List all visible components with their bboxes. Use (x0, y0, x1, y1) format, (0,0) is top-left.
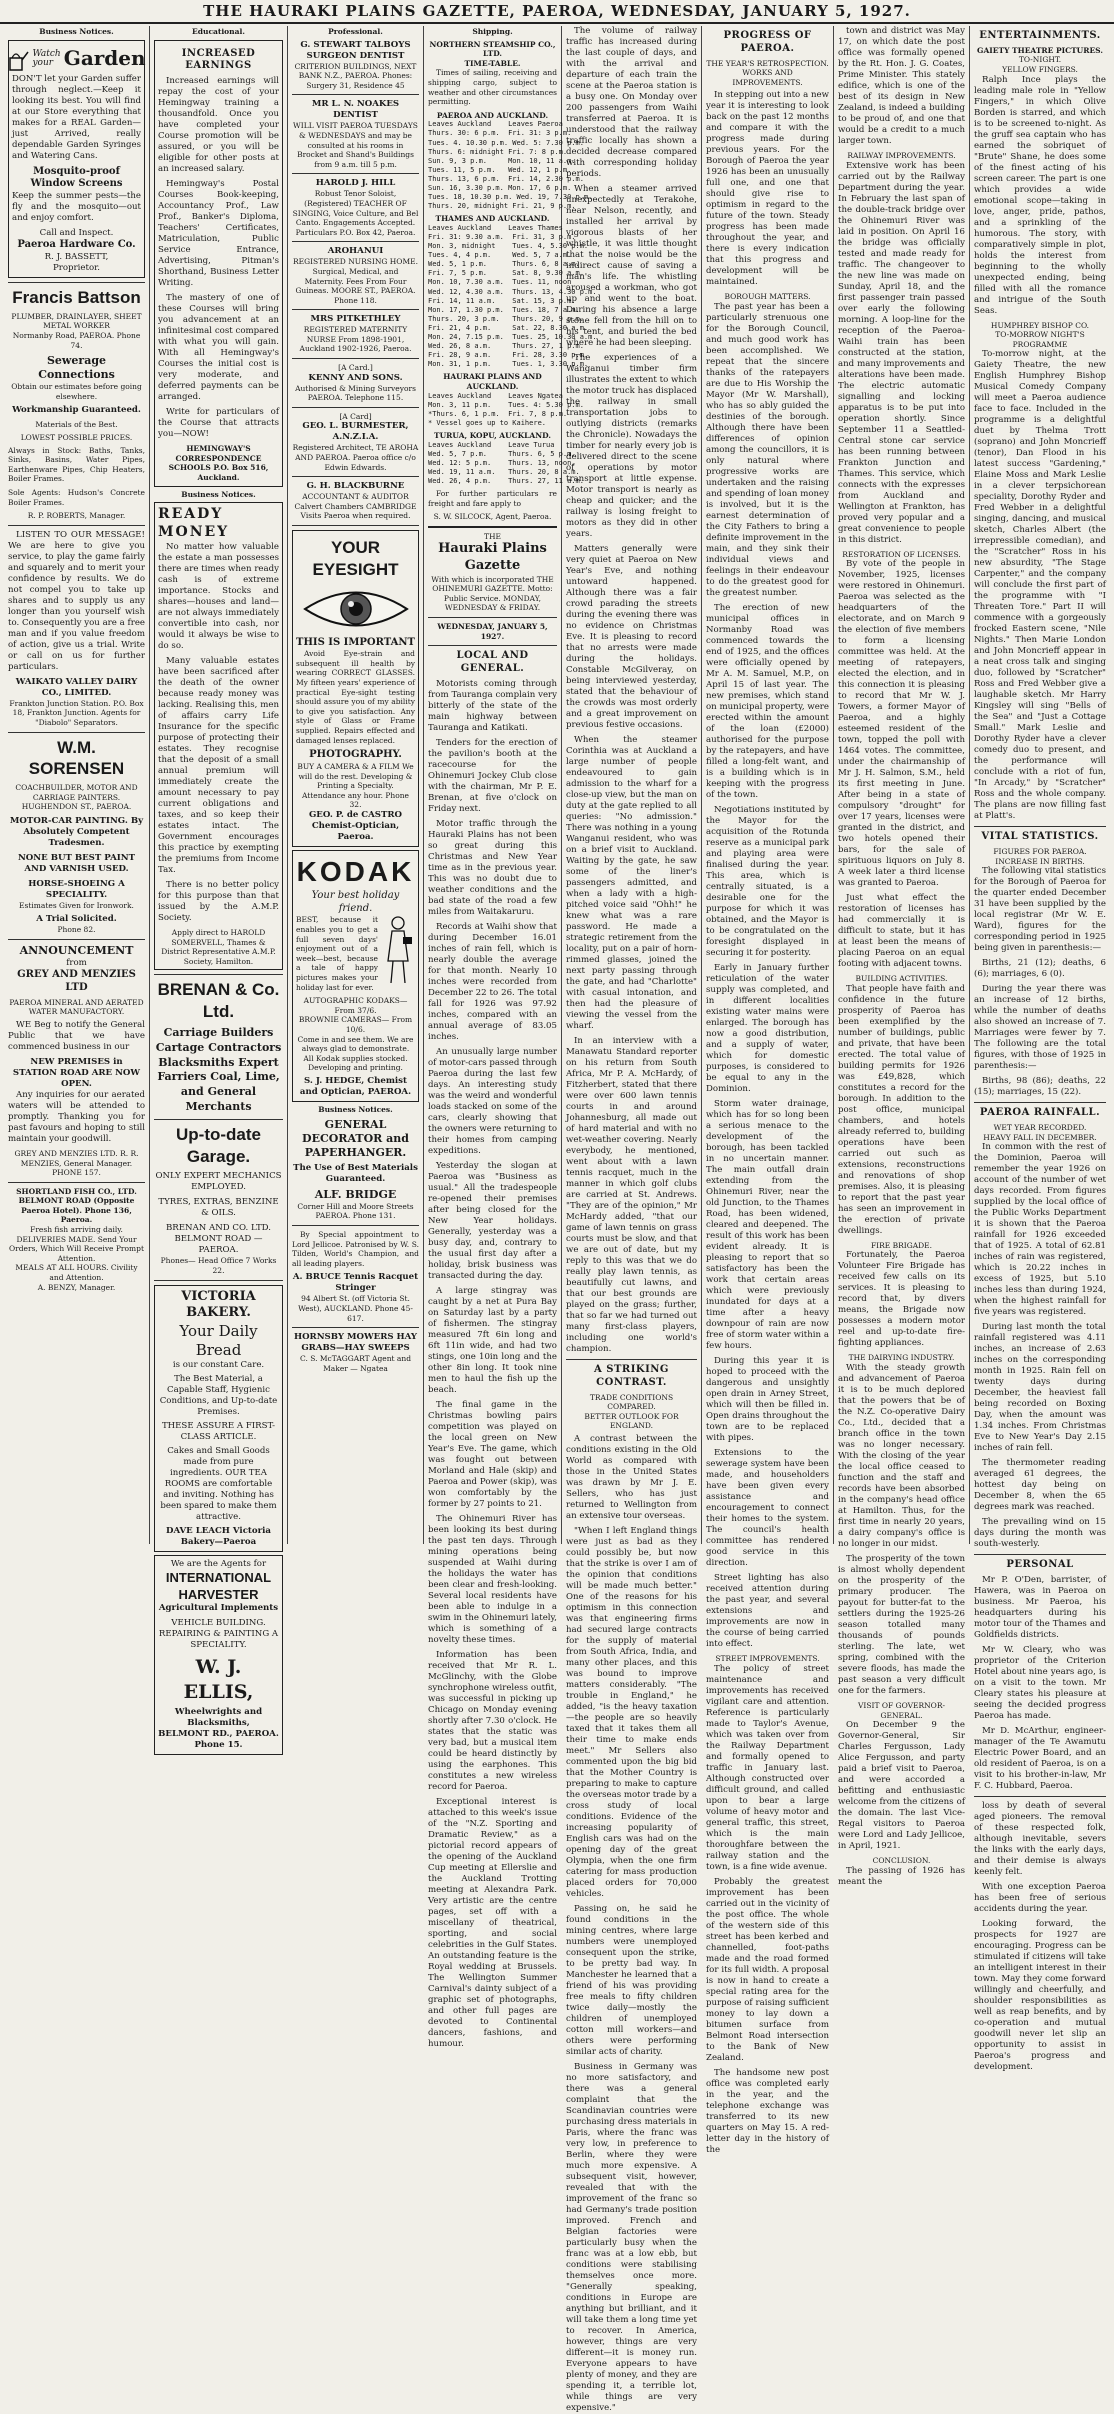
column-8 (970, 26, 1110, 2073)
eyesight-text: Avoid Eye-strain and subsequent ill health by wearing CORRECT GLASSES. My fifteen years' experience of practical Eye-sight testing should assure you of my ability to give you satisfaction. Any style of Glass or Frame supplied. Repairs effected and damaged lenses replaced. (296, 649, 415, 745)
c6-p2: The past year has been a particularly strenuous one for the Borough Council, and much good work has been accomplished. We repeat that the sincere thanks of the ratepayers are due to His Worship the Mayor (Mr W. Marshall), who has so ably guided the destinies of the borough. Although there have been differences of opinion among the councillors, it is only natural where progressive works are undertaken and the raising and spending of loan money is involved, but it is the earnest determination of the City Fathers to bring a definite improvement in the main, and they sink their individual views and feelings in their endeavour to do the greatest good for the greatest number. (706, 301, 829, 598)
gazette-incorporated: With which is incorporated THE OHINEMURI GAZETTE. Motto: Public Service. MONDAY, WEDNESDAY & FRIDAY. (431, 574, 554, 613)
c8-p15: With one exception Paeroa has been free of serious accidents during the year. (974, 1882, 1106, 1915)
phone-82: Phone 82. (57, 925, 96, 935)
ready-money-ad (154, 502, 283, 970)
section-heading: Business Notices. (39, 27, 114, 36)
vehicle-building: VEHICLE BUILDING. REPAIRING & PAINTING A SPECIALITY. (158, 1618, 279, 1651)
battson-trade: PLUMBER, DRAINLAYER, SHEET METAL WORKER (11, 311, 142, 331)
c7-p4: Just what effect the restoration of licenses has had commercially it is difficult to state, but it has at least been the means of placing Paeroa on an equal footing with adjacent towns. (838, 893, 965, 970)
c7-p2: Extensive work has been carried out by the Railway Department during the year. In February the last span of the double-track bridge over the Ohinemuri River was laid in position. On April 16 the bridge was officially tested and made ready for traffic. The changeover to the new line was made on Sunday, April 18, and the first passenger train passed over early the following morning. A loop-line for the reception of the Paeroa-Waihi train has been constructed at the station, and many improvements and alterations have been made. The electric automatic signalling and locking apparatus is to be put into operation shortly. Since September 11 a Seattled-Central stone car service has been running between Frankton Junction and Thames. This service, which connects with the expresses from Auckland and Wellington at Frankton, has proved very popular and a great convenience to people in this district. (838, 160, 965, 545)
contrast-sub2: BETTER OUTLOOK FOR ENGLAND. (584, 1411, 679, 1431)
photography: PHOTOGRAPHY. (309, 749, 402, 761)
local-p11: Exceptional interest is attached to this week's issue of the "N.Z. Sporting and Dramatic Review," as a pictorial record appears of the opening of the Auckland Cup meeting at Ellerslie and the Auckland Trotting meeting at Alexandra Park. Very artistic are the centre pages, set off with a miscellany of theatrical, sporting, and social celebrities in the Gulf States. An outstanding feature is the Royal wedding at Brussels. The Wellington Summer Carnival's dainty subject of a graphic set of photographs, and other full pages are devoted to Continental dancers, fashions, and humour. (428, 1796, 557, 2049)
garden-word: Garden (63, 45, 146, 70)
sole-agents: Sole Agents: Hudson's Concrete Boiler Frames. (8, 488, 145, 507)
victoria-sign: DAVE LEACH Victoria Bakery—Paeroa (166, 1526, 271, 1548)
sorensen-name: W.M. SORENSEN (28, 737, 125, 779)
hemingway-p2: Hemingway's Postal Courses Book-keeping, Accountancy Prof., Law Prof., Banker's Diploma, Teachers' Certificates, Matriculation, Public Service Entrance, Advertising, Pitman's Shorthand, Business Letter Writing. (158, 179, 279, 289)
hemingway-sign: HEMINGWAY'S CORRESPONDENCE SCHOOLS P.O. Box 516, Auckland. (168, 444, 269, 482)
burmester-text: Registered Architect, TE AROHA AND PAEROA. Paeroa office c/o Edwin Edwards. (292, 443, 419, 472)
announcement-from: from (66, 958, 87, 969)
progress-title: PROGRESS OF PAEROA. (723, 30, 812, 54)
pitkethley-name: MRS PITKETHLEY (310, 314, 401, 325)
blackburne-name: G. H. BLACKBURNE (306, 481, 405, 492)
pitkethley-text: REGISTERED MATERNITY NURSE From 1898-1901, Auckland 1902-1926, Paeroa. (299, 325, 412, 354)
fish-text: Fresh fish arriving daily. DELIVERIES MADE. Send Your Orders, Which Will Receive Prompt Attention. (9, 1225, 144, 1263)
c6-p1: In stepping out into a new year it is interesting to look back on the past 12 months and compare it with the progress made during previous years. For the Borough of Paeroa the year 1926 has been an unusually full one, and one that should give rise to optimism in regard to the future of the town. Steady progress has been made throughout the year, and there is every indication that this progress and development will be maintained. (706, 90, 829, 288)
local-p10: Information has been received that Mr R. L. McGlinchy, with the Globe synchrophone wireless outfit, was successful in picking up Chicago on Monday evening shortly after 7.30 o'clock. He states that the static was very bad, but a musical item could be heard distinctly by using the earphones. This constitutes a new wireless record for Paeroa. (428, 1649, 557, 1792)
timetable-title: TIME-TABLE. (464, 58, 521, 68)
best-paint: NONE BUT BEST PAINT AND VARNISH USED. (17, 852, 136, 874)
vital-statistics-title: VITAL STATISTICS. (981, 831, 1099, 843)
gaiety-title: GAIETY THEATRE PICTURES. (977, 45, 1103, 55)
ellis-name: W. J. ELLIS, (183, 1656, 254, 1703)
victoria-assure: THESE ASSURE A FIRST-CLASS ARTICLE. (161, 1421, 276, 1443)
paeroa-auckland-rows: Thurs. 30: 6 p.m. Fri. 31: 3 p.m. Tues. 4. 10.30 p.m. Wed. 5: 7.30 p.m. Thurs. 6: midnight Fri. 7: 8 p.m. Sun. 9, 3 p.m. Mon. 10, 11 a.m. Tues. 11, 5 p.m. Wed. 12, 1 p.m. Thurs. 13, 6 p.m. Fri. 14, 2.30 p.m. Sun. 16, 3.30 p.m. Mon. 17, 6 p.m. Tues. 18, 10.30 p.m. Wed. 19, 7.30 p.m. Thurs. 20, midnight Fri. 21, 9 p.m. (428, 129, 593, 211)
contrast-p2: "When I left England things were just as bad as they could possibly be, but now that the strike is over I am of the opinion that conditions will be made much better." One of the reasons for his optimism in this connection was that engineering firms had secured large contracts for the supply of material from South Africa, India, and many other places, and this was bound to improve matters considerably. "The trouble in England," he added, "is the heavy taxation—the people are so heavily taxed that it takes them all their time to make ends meet." Mr Sellers also commented upon the big bid that the Mother Country is preparing to make to capture the overseas motor trade by a cross study of local conditions. Evidence of the increasing popularity of English cars was had on the opening day of the great Olympia, when the one firm catering for mass production placed orders for 70,000 vehicles. (566, 1525, 697, 1899)
ellis-address: BELMONT RD., PAEROA. Phone 15. (158, 1729, 279, 1751)
mosquito-text: Keep the summer pests—the fly and the mosquito—out and enjoy comfort. (12, 191, 141, 224)
section-heading: Business Notices. (181, 489, 256, 499)
c8-p5: During the year there was an increase of 12 births, while the number of deaths also showed an increase of 7. Marriages were fewer by 7. The following are the total figures, with those of 1925 in parenthesis:— (974, 984, 1106, 1072)
garage-title: Up-to-date Garage. (176, 1124, 261, 1166)
progress-sub2: WORKS AND IMPROVEMENTS. (732, 68, 803, 87)
hemingway-title: INCREASED EARNINGS (181, 47, 256, 72)
c6-p12: The handsome new post office was completed early in the year, and the telephone exchange was transferred to its new quarters on May 15. A red-letter day in the history of the (706, 2067, 829, 2155)
yellow-fingers: YELLOW FINGERS. (1002, 64, 1078, 74)
c6-p11: Probably the greatest improvement has been carried out in the vicinity of the post office. The whole of the western side of this street has been kerbed and channelled, foot-paths made and the road formed for its full width. A proposal is now in hand to create a special rating area for the purpose of raising sufficient money to lay down a bitumen surface from Belmont Road intersection to the Bank of New Zealand. (706, 1876, 829, 2063)
c5-p1: The volume of railway traffic has increased during the last couple of days, and with the arrival and departure of each train the scene at the Paeroa station is a busy one. On Monday over 200 passengers from Waihi transferred at Paeroa. It is understood that the railway traffic locally has shown a decided decrease compared with corresponding holiday periods. (566, 26, 697, 179)
hauraki-auckland-cols: Leaves Auckland Leaves Ngatea (428, 391, 563, 400)
column-6 (702, 26, 834, 2155)
bruce-address: 94 Albert St. (off Victoria St. West), AUCKLAND. Phone 45-617. (298, 1294, 413, 1323)
c7-p7: With the steady growth and advancement of Paeroa it is to be much deplored that the powers that be of the N.Z. Co-operative Dairy Co., Ltd., decided that a branch office in the town was no longer necessary. With the closing of the year the local office ceased to function and the staff and records have been absorbed in the company's head office at Hamilton. Thus, for the first time in nearly 20 years, a dairy company's office is no longer in our midst. (838, 1362, 965, 1549)
daily-bread: Your Daily Bread (179, 1321, 258, 1360)
brenan-name: BRENAN & Co. Ltd. (157, 980, 280, 1022)
eyesight-ad (292, 530, 419, 847)
hauraki-auckland-rows: Mon. 3, 11 p.m. Tues. 4: 5.30 p.m. *Thurs. 6, 1 p.m. Fri. 7, 8 p.m. * Vessel goes up to Kaihere. (428, 400, 584, 427)
materials: Materials of the Best. (35, 420, 118, 430)
bruce-text: By Special appointment to Lord Jellicoe. Patronised by W. S. Tilden, World's Champion, and all leading players. (292, 1230, 419, 1268)
announcement-phone: PHONE 157. (52, 1168, 101, 1178)
tonight: TO-NIGHT. (1018, 55, 1062, 65)
battson-name: Francis Battson (12, 287, 141, 307)
c8-p7: In common with the rest of the Dominion, Paeroa will remember the year 1926 on account of the number of wet days recorded. From figures supplied by the local office of the Public Works Department it is shown that the Paeroa rainfall for 1926 exceeded that of 1925. A total of 62.81 inches of rain was registered, which is 20.22 inches in excess of 1925, but 5.10 inches less than during 1924, when the highest rainfall for five years was registered. (974, 1142, 1106, 1318)
harvester-name: INTERNATIONAL HARVESTER (165, 1570, 272, 1602)
further-particulars: For further particulars re freight and fare apply to (428, 489, 557, 508)
listen-text: LISTEN TO OUR MESSAGE! We are here to give you service, to play the game fairly and squarely and to merit your confidence by results. We do not compel you to take up shares and to supply us any longer than you yourself wish to. Consequently you are a free man and if you value freedom of action, give us a trial. Write or call on us for further particulars. (8, 529, 145, 672)
progress-sub1: THE YEAR'S RETROSPECTION. (706, 58, 829, 68)
local-p8: The final game in the Christmas bowling pairs competition was played on the local green on New Year's Eve. The game, which was fought out between Morland and Hale (skip) and Paeroa and Power (skip), was won comfortably by the former by 27 points to 21. (428, 1399, 557, 1509)
c6-p8: Extensions to the sewerage system have been made, and householders have been given every assistance and encouragement to connect their homes to the system. The council's health committee has rendered good service in this direction. (706, 1447, 829, 1568)
contrast-title: A STRIKING CONTRAST. (594, 1364, 669, 1388)
local-p7: A large stingray was caught by a net at Pura Bay on Saturday last by a party of fishermen. The stingray measured 7ft 6in long and 6ft 11in wide, and had two stings, one 10in long and the other 8in long. It took nine men to haul the fish up the beach. (428, 1285, 557, 1395)
ready-money-p1: No matter how valuable the estate a man possesses there are times when ready cash is of extreme importance. Stocks and shares—houses and land—are not always immediately convertible into cash, nor would it always be wise to do so. (158, 541, 279, 651)
column-4 (424, 26, 597, 2049)
c5-p4: Matters generally were very quiet at Paeroa on New Year's Eve, and nothing untoward happened. Although there was a fair crowd parading the streets during the evening there was no evidence on Christmas Eve. It is pleasing to record that no arrests were made during the holidays. Constable McGilveray, on being interviewed yesterday, stated that the behaviour of the crowds was most orderly and a great improvement on previous festive occasions. (566, 544, 697, 730)
section-heading: Business Notices. (318, 1104, 393, 1114)
talboys-address: CRITERION BUILDINGS, NEXT BANK N.Z., PAEROA. Phones: Surgery 31, Residence 45 (294, 61, 417, 90)
c7-p8: The prosperity of the town is almost wholly dependent on the prosperity of the primary producer. The payout for butter-fat to the settlers during the 1925-26 season totalled many thousands of pounds sterling. The late, wet spring, combined with the severe floods, has made the past season a very difficult one for the farmers. (838, 1553, 965, 1696)
announcement-firm: GREY AND MENZIES LTD (17, 969, 136, 993)
rainfall-title: PAEROA RAINFALL. (979, 1107, 1101, 1119)
hauraki-auckland-head: HAURAKI PLAINS AND AUCKLAND. (443, 372, 542, 391)
c7-p3: By vote of the people in November, 1925, licenses were restored in Ohinemuri. Paeroa was selected as the headquarters of the electorate, and on March 9 the election of five members to form a licensing committee was held. At the meeting of ratepayers, elected the election, and in this connection it is pleasing to record that Mr W. J. Towers, a former Mayor of Paeroa, and a highly esteemed resident of the town, topped the poll with 1464 votes. The committee, under the chairmanship of Mr J. H. Salmon, S.M., held its first meeting in June. After being in a state of compulsory "drought" for over 17 years, licenses were granted in the district, and two hotels opened their bars, for the sale of spirituous liquors on July 8. A week later a third license was granted to Paeroa. (838, 559, 965, 889)
figures-paeroa: FIGURES FOR PAEROA. (993, 847, 1087, 857)
ellis-trade: Wheelwrights and Blacksmiths, (174, 1707, 263, 1729)
motor-painting: MOTOR-CAR PAINTING. By Absolutely Competent Tradesmen. (9, 815, 144, 848)
ready-money-title: READY MONEY (158, 506, 230, 541)
tomorrow-programme: TO-MORROW NIGHT'S PROGRAMME (995, 330, 1085, 349)
benzy: A. BENZY, Manager. (37, 1282, 116, 1292)
c6-p5: Early in January further reticulation of the water supply was completed, and in different localities existing water mains were enlarged. The borough has now a good distribution, and a supply of water, which for domestic purposes, is considered to be equal to any in the Dominion. (706, 962, 829, 1094)
victoria-best: The Best Material, a Capable Staff, Hygienic Conditions, and Up-to-date Premises. (159, 1374, 278, 1418)
eye-icon (301, 584, 411, 634)
column-5 (562, 26, 702, 2413)
c8-p16: Looking forward, the prospects for 1927 are encouraging. Progress can be stimulated if citizens will take an intelligent interest in their town. May they come forward willingly and cheerfully, and shoulder responsibilities as well as reap benefits, and by co-operation and mutual goodwill never let slip an opportunity to assist in Paeroa's progress and development. (974, 1919, 1106, 2073)
hill-text: Robust Tenor Soloist, (Registered) TEACHER OF SINGING, Voice Culture, and Bel Canto. Engagements Accepted. Particulars P.O. Box 42, Paeroa. (292, 189, 419, 237)
ready-money-p2: Many valuable estates have been sacrificed after the death of the owner because ready money was lacking. Realising this, men of affairs carry Life Insurance for the specific purpose of protecting their estates. They recognise that the deposit of a small annual premium will immediately create the amount necessary to pay current obligations and taxes, and so keep their estates intact. The Government encourages this practice by exempting the premiums from Income Tax. (158, 655, 279, 875)
sewerage-text: Obtain our estimates before going elsewhere. (11, 382, 142, 401)
c8-p12: Mr W. Cleary, who was proprietor of the Criterion Hotel about nine years ago, is on a visit to the town. Mr Cleary states his pleasure at seeing the decided progress Paeroa has made. (974, 1645, 1106, 1722)
c8-p11: Mr P. O'Den, barrister, of Hawera, was in Paeroa on business. Mr Paeroa, his headquarters during his motor tour of the Thames and Goldfields districts. (974, 1575, 1106, 1641)
the-label: THE (483, 531, 502, 541)
c6-p6: Storm water drainage, which has for so long been a serious menace to the development of the borough, has been tackled in no uncertain manner. The main outfall drain extending from the Ohinemuri River, near the old Junction, to the Thames Road, has been widened, cleared and deepened. The result of this work has been evident already. It is pleasing to report that so satisfactory has been the work that certain areas which were previously inundated for days at a time after a heavy downpour of rain are now free of storm water within a few hours. (706, 1098, 829, 1351)
masthead: THE HAURAKI PLAINS GAZETTE, PAEROA, WEDNESDAY, JANUARY 5, 1927. (0, 0, 1114, 24)
hemingway-p4: Write for particulars of the Course that attracts you—NOW! (158, 407, 279, 440)
issue-date: WEDNESDAY, JANUARY 5, 1927. (437, 622, 548, 641)
c6-p9: Street lighting has also received attention during the past year, and several extensions and improvements are now in the course of being carried into effect. (706, 1572, 829, 1649)
turua-cols: Leaves Auckland Leave Turua (428, 440, 555, 449)
harvester-implements: Agricultural Implements (158, 1603, 279, 1614)
garden-text: DON'T let your Garden suffer through neglect.—Keep it looking its best. You will find at our Store everything that makes for a REAL Garden—just Arrived, really dependable Garden Syringes and Watering Cans. (12, 73, 141, 161)
governor-visit: VISIT OF GOVERNOR-GENERAL. (857, 1700, 946, 1720)
card-label: [A Card.] (338, 363, 373, 373)
hardware-name: Paeroa Hardware Co. (17, 239, 136, 251)
announcement-mfr: PAEROA MINERAL AND AERATED WATER MANUFACTORY. (9, 997, 144, 1017)
hedge-name: S. J. HEDGE, Chemist and Optician, PAEROA. (299, 1075, 412, 1097)
turua-head: TURUA, KOPU, AUCKLAND. (434, 430, 551, 440)
trial: A Trial Solicited. (36, 914, 117, 925)
noakes-text: WILL VISIT PAEROA TUESDAYS & WEDNESDAYS and may be consulted at his rooms in Brocket and Shand's Buildings from 9 a.m. till 5 p.m. (293, 121, 418, 169)
brenan-only: ONLY EXPERT MECHANICS EMPLOYED. (155, 1171, 282, 1193)
steamship-name: NORTHERN STEAMSHIP CO., LTD. (429, 39, 556, 59)
c8-p9: The thermometer reading averaged 61 degrees, the hottest day being on December 8, when the 65 degrees mark was reached. (974, 1458, 1106, 1513)
c8-p1: Ralph Ince plays the leading male role in "Yellow Fingers," in which Olive Borden is starred, and which is to be screened to-night. As the gruff sea captain who has earned the sobriquet of "Brute" Shane, he does some of the finest acting of his screen career. The part is one which provides a wide emotional scope—taking in love, anger, pride, pathos, and a sprinkling of the humorous. The story, with comparatively simple in plot, holds the interest from beginning to the wholly unexpected ending, being filled with all the romance and intrigue of the South Seas. (974, 74, 1106, 316)
column-1 (4, 26, 150, 1544)
c8-p14: loss by death of several aged pioneers. The removal of these respected folk, although inevitable, severs the links with the early days, and their demise is always keenly felt. (974, 1801, 1106, 1878)
waikato-name: WAIKATO VALLEY DAIRY CO., LIMITED. (15, 676, 138, 698)
thames-auckland-rows: Fri. 31: 9.30 a.m. Fri. 31, 3 p.m. Mon. 3, midnight Tues. 4, 5.30 p.m. Tues. 4, 4 p.m. Wed. 5, 7 a.m. Wed. 5, 1 p.m. Thurs. 6, 8 a.m. Fri. 7, 5 p.m. Sat. 8, 9.30 a.m. Mon. 10, 7.30 a.m. Tues. 11, noon Wed. 12, 4.30 a.m. Thurs. 13, 4.30 p.m. Fri. 14, 11 a.m. Sat. 15, 3 p.m. Mon. 17, 1.30 p.m. Tues. 18, 7 a.m. Thurs. 20, 3 p.m. Thurs. 20, 9 p.m. Fri. 21, 4 p.m. Sat. 22, 8.30 a.m. Mon. 24, 7.15 p.m. Tues. 25, 10.30 a.m. Wed. 26, 8 a.m. Thurs. 27, 1 p.m. Fri. 28, 9 a.m. Fri. 28, 3.30 p.m. Mon. 31, 1 p.m. Tues. 1, 3.30 p.m. (428, 232, 597, 369)
paeroa-auckland-cols: Leaves Auckland Leaves Paeroa (428, 120, 563, 129)
kodak-logo: KODAK (296, 856, 415, 887)
brenan-tyres: TYRES, EXTRAS, BENZINE & OILS. (158, 1197, 279, 1219)
local-p9: The Ohinemuri River has been looking its best during the past ten days. Through mining operations being suspended at Waihi during the holidays the water has been clear and fresh-looking. Several local residents have been able to indulge in a swim in the Ohinemuri lately, which is something of a novelty these times. (428, 1513, 557, 1645)
column-7 (834, 26, 970, 1887)
paeroa-auckland-head: PAEROA AND AUCKLAND. (436, 110, 549, 120)
entertainments-title: ENTERTAINMENTS. (979, 30, 1101, 41)
announcement-text: WE Beg to notify the General Public that we have commenced business in our (8, 1019, 145, 1052)
castro-name: GEO. P. de CASTRO Chemist-Optician, Paeroa. (308, 810, 403, 842)
watering-can-icon (7, 44, 29, 74)
personal-title: PERSONAL (1006, 1559, 1074, 1571)
c8-p3: The following vital statistics for the Borough of Paeroa for the quarter ended December 31 have been supplied by the local registrar (Mr W. E. Ward), figures for the corresponding period in 1925 being given in parenthesis:— (974, 866, 1106, 954)
dairying-industry: THE DAIRYING INDUSTRY. (848, 1353, 955, 1363)
hardware-person: R. J. BASSETT, (44, 251, 109, 262)
section-heading: Shipping. (472, 27, 513, 36)
kodak-text: BEST, because it enables you to get a full seven days' enjoyment out of a week—best, because a tale of happy pictures makes your holiday last for ever. (296, 915, 378, 992)
estimates: Estimates Given for Ironwork. (19, 900, 134, 910)
kodak-autographic: AUTOGRAPHIC KODAKS— From 37/6. (303, 996, 408, 1015)
lowest-prices: LOWEST POSSIBLE PRICES. (20, 433, 133, 443)
c5-p3: The experiences of a Wanganui timber firm illustrates the extent to which the motor truck has displaced the railway in small transportation jobs to outlying districts (remarks the Chronicle). Nowadays the timber for nearly every job is delivered direct to the scene of operations by motor transport at little expense. Motor transport is nearly as cheap and quicker; and the railway is losing freight to motors as they did in other years. (566, 353, 697, 539)
battson-address: Normanby Road, PAEROA. Phone 74. (12, 330, 141, 350)
fire-brigade: FIRE BRIGADE. (870, 1240, 933, 1250)
fish-name: SHORTLAND FISH CO., LTD. BELMONT ROAD (Opposite Paeroa Hotel). Phone 136, Paeroa. (16, 1186, 137, 1225)
contrast-sub: TRADE CONDITIONS COMPARED. (589, 1392, 674, 1412)
restoration-licenses: RESTORATION OF LICENSES. (842, 549, 961, 559)
victoria-title: VICTORIA BAKERY. (181, 1288, 256, 1321)
arohanui-text: REGISTERED NURSING HOME. Surgical, Medical, and Maternity. Fees From Four Guineas. MOORE ST., PAEROA. Phone 118. (292, 257, 418, 305)
wet-year: WET YEAR RECORDED. (993, 1123, 1087, 1133)
conclusion: CONCLUSION. (872, 1856, 931, 1866)
announcement-more: Any inquiries for our aerated waters will be attended to promptly. Thanking you for past favours and hoping to still maintain your goodwill. (8, 1089, 145, 1144)
sorensen-trade: COACHBUILDER, MOTOR AND CARRIAGE PAINTERS. HUGHENDON ST., PAEROA. (15, 783, 138, 812)
thames-auckland-head: THAMES AND AUCKLAND. (435, 214, 550, 224)
decorator-title: GENERAL DECORATOR and PAPERHANGER. (302, 1117, 409, 1159)
mctaggart: C. S. McTAGGART Agent and Maker — Ngatea (299, 1354, 412, 1373)
important: THIS IS IMPORTANT (296, 636, 415, 648)
c7-p1: town and district was May 17, on which date the post office was formally opened by the Rt. Hon. J. G. Coates, Prime Minister. This stately edifice, which is one of the best of its design in New Zealand, is indeed a building to be proud of, and one that would be a credit to a much larger town. (838, 26, 965, 146)
kodak-come: Come in and see them. We are always glad to demonstrate. All Kodak supplies stocked. Developing and printing. (297, 1034, 414, 1073)
bridge-address: Corner Hill and Moore Streets PAEROA. Phone 131. (297, 1201, 414, 1221)
increase-births: INCREASE IN BIRTHS. (995, 856, 1085, 866)
local-p4: Records at Waihi show that during December 16.01 inches of rain fell, which is nearly double the average for that month. Nearly 10 inches were recorded from December 22 to 26. The total fall for 1926 was 97.92 inches, compared with an annual average of 83.05 inches. (428, 921, 557, 1042)
eyesight-title: YOUR EYESIGHT (312, 538, 399, 579)
stock-list: Always in Stock: Baths, Tanks, Sinks, Basins, Water Pipes, Earthenware Pipes, Chip Heaters, Boiler Frames. (8, 445, 145, 484)
c8-p8: During last month the total rainfall registered was 4.11 inches, an increase of 2.63 inches on the corresponding month in 1925. Rain fell on twenty days during December, the heaviest fall being recorded on Boxing Day, when the amount was 1.34 inches. From Christmas Eve to New Year's Day 2.15 inches of rain fell. (974, 1322, 1106, 1454)
timetable-note: Times of sailing, receiving and shipping cargo, subject to weather and other circumstances permitting. (428, 68, 557, 107)
c6-p3: The erection of new municipal offices in Normanby Road was commenced towards the end of 1925, and the offices were officially opened by Mr A. M. Samuel, M.P., on April 15 of last year. The new premises, which stand on municipal property, were erected within the amount of the loan (£2000) authorised for the purpose by the ratepayers, and have filled a long-felt want, and is a building which is in keeping with the progress of the town. (706, 602, 829, 800)
victoria-cakes: Cakes and Small Goods made from pure ingredients. OUR TEA ROOMS are comfortable and inviting. Nothing has been spared to make them attractive. (160, 1446, 277, 1523)
ready-money-p3: There is no better policy for this purpose than that issued by the A.M.P. Society. (158, 879, 279, 923)
c6-p4: Negotiations instituted by the Mayor for the acquisition of the Rotunda reserve as a municipal park and playing area were finalised during the year. This area, which is centrally situated, is a desirable one for the purpose for which it was obtained, and the Mayor is to be congratulated on the foresight displayed in securing it for posterity. (706, 804, 829, 958)
hemingway-p3: The mastery of one of these Courses will bring you advancement at an infinitesimal cost compared with what you will gain. With all Hemingway's Courses the initial cost is very moderate, and deferred payments can be arranged. (158, 293, 279, 403)
harvester-agents: We are the Agents for (170, 1559, 267, 1570)
bruce-name: A. BRUCE Tennis Racquet Stringer (292, 1272, 419, 1294)
section-heading: Educational. (192, 27, 245, 36)
c8-p10: The prevailing wind on 15 days during the month was south-westerly. (974, 1517, 1106, 1550)
humphrey-bishop: HUMPHREY BISHOP CO. (990, 320, 1090, 330)
sewerage-title: Sewerage Connections (38, 354, 115, 382)
kodak-slogan: Your best holiday friend. (311, 889, 400, 914)
hemingway-p1: Increased earnings will repay the cost of your Hemingway training a thousandfold. Once you have completed your Course promotion will be assured, or you will be eligible for other posts at an increased salary. (158, 76, 279, 175)
hornsby: HORNSBY MOWERS HAY GRABS—HAY SWEEPS (293, 1332, 418, 1354)
blackburne-text: ACCOUNTANT & AUDITOR Calvert Chambers CAMBRIDGE Visits Paeroa when required. (294, 492, 417, 521)
announcement-sign: GREY AND MENZIES LTD. R. R. MENZIES, General Manager. (14, 1148, 139, 1168)
photography-text: BUY A CAMERA & A FILM We will do the rest. Developing & Printing a Specialty. Attendance any hour. Phone 32. (297, 762, 414, 810)
silcock: S. W. SILCOCK, Agent, Paeroa. (433, 512, 552, 522)
newspaper-page (4, 26, 1110, 2413)
section-heading: Professional. (328, 27, 383, 36)
horse-shoeing: HORSE-SHOEING A SPECIALITY. (28, 878, 125, 900)
kenny-name: KENNY AND SONS. (308, 372, 403, 383)
gazette-title: Hauraki Plains Gazette (438, 541, 547, 573)
turua-rows: Wed. 5, 7 p.m. Thurs. 6, 5 p.m. Wed. 12: 5 p.m. Thurs. 13, noon. Wed. 19, 11 a.m. Thurs. 20, 8 a.m. Wed. 26, 4 p.m. Thurs. 27, 11 a.m. (428, 449, 584, 485)
c8-p6: Births, 98 (86); deaths, 22 (15); marriages, 15 (22). (974, 1076, 1106, 1098)
local-p2: Tenders for the erection of the pavilion's booth at the racecourse for the Ohinemuri Jockey Club close with the chairman, Mr P. E. Brenan, at five o'clock on Friday next. (428, 737, 557, 814)
brenan-phone: Phones— Head Office 7 Works 22. (160, 1256, 277, 1275)
column-2 (150, 26, 288, 1751)
hardware-role: Proprietor. (52, 262, 101, 273)
bridge-name: ALF. BRIDGE (314, 1187, 397, 1201)
your-word: your (32, 57, 54, 68)
arohanui-name: AROHANUI (327, 246, 384, 257)
c7-p10: The passing of 1926 has meant the (838, 1865, 965, 1887)
contrast-p3: Passing on, he said he found conditions in the mining centres, where large numbers were unemployed consequent upon the strike, to be pretty bad way. In Manchester he learned that a friend of his was providing free meals to fifty children twice daily—mostly the children of unemployed cotton mill workers—and others were performing similar acts of charity. (566, 1903, 697, 2057)
c8-p2: To-morrow night, at the Gaiety Theatre, the new English Humphrey Bishop Musical Comedy Company will meet a Paeroa audience face to face. Included in the programme is a delightful duet by Thelma Trott (soprano) and John Moncrieff (tenor), Dan Flood in his latest success "Gardening," Elaine Moss and Mark Leslie in a clever terpsichorean speciality, Dorothy Ryder and Fred Webber in a delightful singing, dancing, and musical sketch, Charles Albert (the irrepressible comedian), and the "Scratcher" Ross in his new absurdity, "The Stage Carpenter," and the company will conclude the first part of the programme with "I Threaten Tore." Part II will commence with a gorgeously frocked Eastern scene, "Nile Nights." Then Marie London and John Moncrieff appear in a neat cross talk and singing duo, followed by "Scratcher" Ross and Fred Webber give a laughable sketch. Mr Harry Kingsley will sing "Bells of the Sea" and "Just a Cottage Small." Mark Leslie and Dorothy Ryder have a clever comedy duo to present, and the performance will conclude with a riot of fun, "In Arcady," by "Scratcher" Ross and the whole company. The plans are now filling fast at Platt's. (974, 349, 1106, 822)
ready-money-apply: Apply direct to HAROLD SOMERVELL, Thames & District Representative A.M.P. Society, Hamilton. (161, 927, 276, 966)
roberts: R. P. ROBERTS, Manager. (27, 511, 126, 521)
c8-p13: Mr D. McArthur, engineer-manager of the Te Awamutu Electric Power Board, and an old resident of Paeroa, is on a visit to his brother-in-law, Mr F. C. Hubbard, Paeroa. (974, 1726, 1106, 1792)
hill-name: HAROLD J. HILL (315, 178, 396, 189)
local-p5: An unusually large number of motor-cars passed through Paeroa during the last few days. An interesting study was the weird and wonderful loads stacked on some of the cars, clearly showing that the owners were returning to their homes from camping expeditions. (428, 1046, 557, 1156)
local-p3: Motor traffic through the Hauraki Plains has not been so great during this Christmas and New Year time as in the previous year. This was no doubt due to weather conditions and the bad state of the road a few miles from Waitakaruru. (428, 818, 557, 917)
call-inspect: Call and Inspect. (39, 228, 114, 239)
thames-auckland-cols: Leaves Auckland Leaves Thames (428, 223, 563, 232)
c5-p6: In an interview with a Manawatu Standard reporter on his return from South Africa, Mr P. A. McHardy, of Fitzherbert, stated that there were over 600 lawn tennis courts in and around Johannesburg, all made out of hard material and with no wet-weather covering. Nearly everybody, he mentioned, went about with a lawn tennis racquet, much in the manner in which golf clubs are carried at St. Andrews. "They are of the opinion," Mr McHardy added, "that our game of lawn tennis on grass courts must be slow, and that we are out of date, but my reply to this was that we do really play lawn tennis, as beautifully cut lawns, and that our best grounds are played on the grass; further, that so far we had turned out many first-class players, including one world's champion. (566, 1036, 697, 1354)
brenan-lines: Carriage Builders Cartage Contractors Blacksmiths Expert Farriers Coal, Lime, and General Merchants (155, 1025, 282, 1114)
meals: MEALS AT ALL HOURS. Civility and Attention. (15, 1263, 138, 1283)
card-label: [A Card] (339, 411, 372, 421)
waikato-address: Frankton Junction Station. P.O. Box 18, Frankton Junction. Agents for "Diabolo" Separators. (9, 698, 144, 727)
mosquito-title: Mosquito-proof Window Screens (30, 165, 123, 190)
local-p6: Yesterday the slogan at Paeroa was "Business as usual." All the tradespeople re-opened their premises after being closed for the New Year holidays. Generally, yesterday was a busy day, and, contrary to the usual first day after a holiday, brisk business was transacted during the day. (428, 1160, 557, 1281)
c5-p2: When a steamer arrived unexpectedly at Terakohe, near Nelson, recently, and installed her arrival by vigorous blasts of her whistle, it was little thought that the noise would be the indirect cause of saving a man's life. The whistling aroused a workman, who got up and went to the boat. During his absence a large stone fell from the hill on to his tent, and buried the bed where he had been sleeping. (566, 184, 697, 348)
contrast-p1: A contrast between the conditions existing in the Old World as compared with those in the United States was drawn by Mr J. E. Sellers, who has just returned to Wellington from an extensive tour overseas. (566, 1433, 697, 1521)
kenny-text: Authorised & Mining Surveyors PAEROA. Telephone 115. (295, 383, 416, 403)
borough-matters: BOROUGH MATTERS. (724, 292, 811, 302)
kodak-ad (292, 850, 419, 1102)
street-improvements: STREET IMPROVEMENTS. (715, 1653, 820, 1663)
victoria-bakery-ad (154, 1285, 283, 1553)
local-general-title: LOCAL AND GENERAL. (456, 650, 529, 674)
c7-p6: Fortunately, the Paeroa Volunteer Fire Brigade has received few calls on its services. It is pleasing to record that, by divers means, the Brigade now possesses a modern motor reel and up-to-date fire-fighting appliances. (838, 1250, 965, 1349)
contrast-p4: Business in Germany was no more satisfactory, and there was a general complaint that the Scandinavian countries were purchasing dress materials in Paris, where the franc was very low, in preference to Berlin, where they were much more expensive. A subsequent visit, however, revealed that with the improvement of the franc so had Germany's trade position improved. French and Belgian factories were particularly busy when the franc was at a low ebb, but conditions were stabilising themselves once more. "Generally speaking, conditions in Europe are anything but brilliant, and it will take them a long time yet to recover. In America, however, things are very different—it is money run. Everyone appears to have plenty of money, and they are spending it, a terrible lot, while things are very expensive." (566, 2061, 697, 2413)
c6-p10: The policy of street maintenance and improvements has received vigilant care and attention. Reference is particularly made to Taylor's Avenue, which was taken over from the Railway Department and formally opened to traffic in January last. Although constructed over difficult ground, and called upon to bear a large volume of heavy motor and general traffic, this street, which is the main thoroughfare between the railway station and the town, is a fine wide avenue. (706, 1663, 829, 1872)
c7-p5: That people have faith and confidence in the future prosperity of Paeroa has been exemplified by the number of buildings, public and private, that have been erected. The total value of building permits for 1926 was £49,828, which constitutes a record for the borough. In addition to the post office, municipal chambers, and hotels already referred to, building operations have been carried out such as extensions, reconstructions and renovations of shop premises. Also, it is pleasing to report that the past year has seen an improvement in the erection of private dwellings. (838, 983, 965, 1236)
local-p1: Motorists coming through from Tauranga complain very bitterly of the state of the main highway between Tauranga and Katikati. (428, 678, 557, 733)
workmanship: Workmanship Guaranteed. (12, 405, 141, 416)
garden-ad (8, 40, 145, 278)
kodak-brownie: BROWNIE CAMERAS— From 10/6. (298, 1015, 413, 1034)
c7-p9: On December 9 the Governor-General, Sir Charles Fergusson, Lady Alice Fergusson, and party paid a brief visit to Paeroa, and were accorded a befitting and enthusiastic welcome from the citizens of the domain. The last Vice-Regal visitors to Paeroa were Lord and Lady Jellicoe, in April, 1921. (838, 1720, 965, 1852)
brenan-address: BRENAN AND CO. LTD. BELMONT ROAD — PAEROA. (165, 1223, 272, 1256)
victoria-care: is our constant Care. (172, 1360, 265, 1371)
hemingway-ad (154, 40, 283, 487)
heavy-fall: HEAVY FALL IN DECEMBER. (983, 1132, 1097, 1142)
watch-word: Watch (32, 48, 61, 59)
column-3 (288, 26, 424, 1544)
battson-ad (8, 287, 145, 521)
announcement: ANNOUNCEMENT (19, 944, 134, 958)
c8-p4: Births, 21 (12); deaths, 6 (6); marriages, 6 (0). (974, 958, 1106, 980)
decorator-text: The Use of Best Materials Guaranteed. (293, 1162, 418, 1184)
c5-p5: When the steamer Corinthia was at Auckland a large number of people endeavoured to gain admission to the wharf for a close-up view, but the man on duty at the gate replied to all queries: "No admission." There was nothing in a young Wanganui resident, who was on a brief visit to Auckland. Waiting by the gate, he saw some of the liner's passengers admitted, and when a lady with a high-pitched voice said "Ohh!" he knew what was a rare password. He made a strategic retirement from the locality, put on a pair of horn-rimmed glasses, joined the next party passing through the gate, and had "Charlotte" with casual intonation, and then had the pleasure of viewing the vessel from the wharf. (566, 735, 697, 1031)
lady-figure-icon (381, 915, 415, 985)
announcement-new: NEW PREMISES in STATION ROAD ARE NOW OPEN. (12, 1056, 141, 1089)
c6-p7: During this year it is hoped to proceed with the dangerous and unsightly open drain in Arney Street, which will then be filled in. Open drains throughout the town are to be replaced with pipes. (706, 1355, 829, 1443)
building-activities: BUILDING ACTIVITIES. (855, 974, 948, 984)
railway-improvements: RAILWAY IMPROVEMENTS. (847, 151, 956, 160)
harvester-ad (154, 1555, 283, 1755)
burmester-name: GEO. L. BURMESTER, A.N.Z.I.A. (302, 421, 409, 443)
noakes-name: MR L. N. NOAKES DENTIST (311, 99, 400, 121)
talboys-name: G. STEWART TALBOYS SURGEON DENTIST (300, 39, 411, 61)
